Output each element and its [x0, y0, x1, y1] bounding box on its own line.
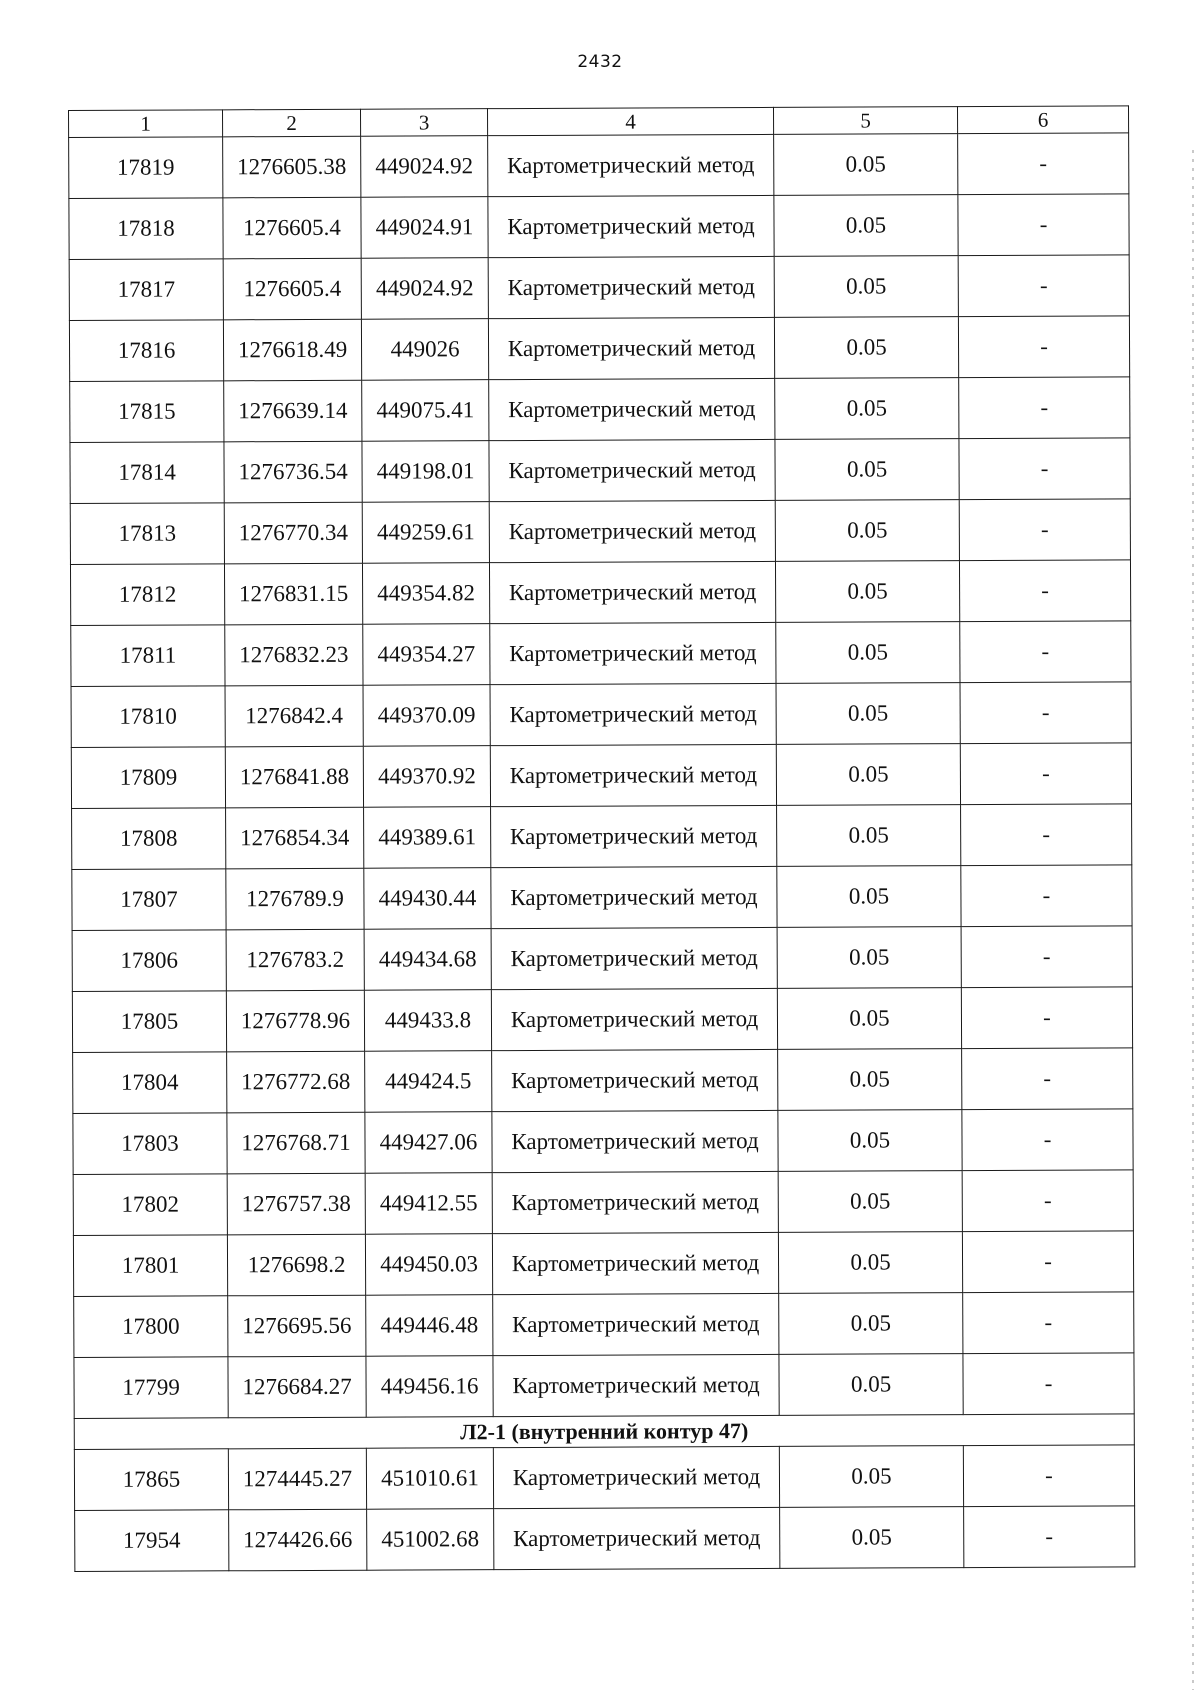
method-cell: Картометрический метод	[493, 1354, 779, 1416]
table-row	[71, 743, 1131, 809]
point-number-cell: 17807	[72, 869, 226, 931]
y-coordinate-cell: 449450.03	[365, 1234, 492, 1296]
x-coordinate-cell: 1276757.38	[227, 1173, 365, 1235]
accuracy-cell: 0.05	[774, 317, 958, 379]
accuracy-cell: 0.05	[777, 805, 961, 867]
note-cell: -	[963, 1445, 1134, 1507]
point-number-cell: 17865	[74, 1449, 228, 1511]
y-coordinate-cell: 449433.8	[364, 990, 491, 1052]
accuracy-cell: 0.05	[779, 1446, 963, 1508]
accuracy-cell: 0.05	[777, 988, 961, 1050]
table-row	[73, 1048, 1133, 1114]
table-row	[69, 255, 1129, 321]
table-row	[70, 560, 1130, 626]
method-cell: Картометрический метод	[489, 439, 775, 501]
y-coordinate-cell: 451010.61	[366, 1448, 493, 1510]
method-cell: Картометрический метод	[492, 1171, 778, 1233]
point-number-cell: 17816	[69, 320, 223, 382]
point-number-cell: 17817	[69, 259, 223, 321]
column-header: 1	[69, 110, 223, 138]
note-cell: -	[960, 621, 1131, 683]
y-coordinate-cell: 449024.91	[361, 197, 488, 259]
point-number-cell: 17799	[74, 1357, 228, 1419]
table-row	[74, 1353, 1134, 1419]
point-number-cell: 17802	[73, 1174, 227, 1236]
note-cell: -	[959, 499, 1130, 561]
table-row	[71, 682, 1131, 748]
table-row	[72, 926, 1132, 992]
note-cell: -	[962, 1109, 1133, 1171]
point-number-cell: 17811	[71, 625, 225, 687]
accuracy-cell: 0.05	[780, 1507, 964, 1569]
y-coordinate-cell: 449024.92	[361, 258, 488, 320]
method-cell: Картометрический метод	[492, 1110, 778, 1172]
method-cell: Картометрический метод	[488, 256, 774, 318]
y-coordinate-cell: 449354.82	[362, 563, 489, 625]
accuracy-cell: 0.05	[774, 195, 958, 257]
method-cell: Картометрический метод	[490, 744, 776, 806]
note-cell: -	[961, 804, 1132, 866]
accuracy-cell: 0.05	[775, 500, 959, 562]
method-cell: Картометрический метод	[492, 1232, 778, 1294]
note-cell: -	[960, 743, 1131, 805]
point-number-cell: 17813	[70, 503, 224, 565]
accuracy-cell: 0.05	[778, 1232, 962, 1294]
point-number-cell: 17812	[70, 564, 224, 626]
method-cell: Картометрический метод	[491, 927, 777, 989]
note-cell: -	[959, 377, 1130, 439]
x-coordinate-cell: 1276698.2	[227, 1234, 365, 1296]
note-cell: -	[961, 987, 1132, 1049]
method-cell: Картометрический метод	[488, 317, 774, 379]
y-coordinate-cell: 449370.92	[363, 746, 490, 808]
point-number-cell: 17819	[69, 137, 223, 199]
method-cell: Картометрический метод	[491, 866, 777, 928]
note-cell: -	[958, 194, 1129, 256]
method-cell: Картометрический метод	[491, 805, 777, 867]
point-number-cell: 17809	[71, 747, 225, 809]
y-coordinate-cell: 449026	[361, 319, 488, 381]
method-cell: Картометрический метод	[488, 134, 774, 196]
y-coordinate-cell: 449424.5	[365, 1051, 492, 1113]
y-coordinate-cell: 449446.48	[366, 1295, 493, 1357]
x-coordinate-cell: 1276770.34	[224, 502, 362, 564]
method-cell: Картометрический метод	[494, 1507, 780, 1569]
note-cell: -	[959, 560, 1130, 622]
note-cell: -	[962, 1231, 1133, 1293]
accuracy-cell: 0.05	[776, 683, 960, 745]
x-coordinate-cell: 1276736.54	[224, 441, 362, 503]
accuracy-cell: 0.05	[779, 1354, 963, 1416]
y-coordinate-cell: 449075.41	[362, 380, 489, 442]
scan-edge-artifact	[1192, 150, 1194, 1690]
section-title-row	[74, 1414, 1134, 1450]
accuracy-cell: 0.05	[777, 927, 961, 989]
y-coordinate-cell: 449259.61	[362, 502, 489, 564]
method-cell: Картометрический метод	[488, 195, 774, 257]
point-number-cell: 17806	[72, 930, 226, 992]
note-cell: -	[961, 865, 1132, 927]
y-coordinate-cell: 449389.61	[364, 807, 491, 869]
note-cell: -	[959, 438, 1130, 500]
x-coordinate-cell: 1274426.66	[229, 1509, 367, 1571]
note-cell: -	[962, 1048, 1133, 1110]
accuracy-cell: 0.05	[776, 744, 960, 806]
accuracy-cell: 0.05	[774, 134, 958, 196]
point-number-cell: 17805	[72, 991, 226, 1053]
table-row	[72, 865, 1132, 931]
x-coordinate-cell: 1274445.27	[228, 1448, 366, 1510]
table-row	[72, 804, 1132, 870]
accuracy-cell: 0.05	[777, 866, 961, 928]
point-number-cell: 17808	[72, 808, 226, 870]
method-cell: Картометрический метод	[490, 622, 776, 684]
table-row	[73, 1231, 1133, 1297]
y-coordinate-cell: 449430.44	[364, 868, 491, 930]
point-number-cell: 17954	[75, 1510, 229, 1572]
note-cell: -	[958, 133, 1129, 195]
accuracy-cell: 0.05	[775, 439, 959, 501]
table-row	[69, 316, 1129, 382]
table-row	[69, 133, 1129, 199]
x-coordinate-cell: 1276618.49	[223, 319, 361, 381]
accuracy-cell: 0.05	[775, 378, 959, 440]
y-coordinate-cell: 449412.55	[365, 1173, 492, 1235]
column-header: 5	[773, 107, 957, 135]
y-coordinate-cell: 449370.09	[363, 685, 490, 747]
method-cell: Картометрический метод	[489, 500, 775, 562]
table-row	[71, 621, 1131, 687]
point-number-cell: 17814	[70, 442, 224, 504]
accuracy-cell: 0.05	[778, 1171, 962, 1233]
column-header: 4	[487, 107, 773, 135]
point-number-cell: 17801	[73, 1235, 227, 1297]
note-cell: -	[960, 682, 1131, 744]
y-coordinate-cell: 451002.68	[367, 1509, 494, 1571]
table-row	[70, 499, 1130, 565]
page-number: 2432	[577, 52, 623, 72]
method-cell: Картометрический метод	[489, 378, 775, 440]
method-cell: Картометрический метод	[491, 988, 777, 1050]
note-cell: -	[958, 255, 1129, 317]
note-cell: -	[961, 926, 1132, 988]
method-cell: Картометрический метод	[492, 1049, 778, 1111]
table-row	[73, 1170, 1133, 1236]
accuracy-cell: 0.05	[774, 256, 958, 318]
table-row	[74, 1445, 1134, 1511]
x-coordinate-cell: 1276842.4	[225, 685, 363, 747]
point-number-cell: 17800	[74, 1296, 228, 1358]
accuracy-cell: 0.05	[775, 561, 959, 623]
x-coordinate-cell: 1276841.88	[225, 746, 363, 808]
x-coordinate-cell: 1276831.15	[224, 563, 362, 625]
x-coordinate-cell: 1276684.27	[228, 1356, 366, 1418]
accuracy-cell: 0.05	[776, 622, 960, 684]
table-row	[74, 1292, 1134, 1358]
method-cell: Картометрический метод	[489, 561, 775, 623]
method-cell: Картометрический метод	[490, 683, 776, 745]
column-header: 6	[957, 106, 1128, 134]
y-coordinate-cell: 449198.01	[362, 441, 489, 503]
coordinates-table	[68, 105, 1135, 1572]
point-number-cell: 17815	[70, 381, 224, 443]
x-coordinate-cell: 1276789.9	[226, 868, 364, 930]
x-coordinate-cell: 1276605.4	[223, 258, 361, 320]
x-coordinate-cell: 1276639.14	[224, 380, 362, 442]
note-cell: -	[963, 1353, 1134, 1415]
table-row	[70, 438, 1130, 504]
x-coordinate-cell: 1276854.34	[226, 807, 364, 869]
note-cell: -	[958, 316, 1129, 378]
point-number-cell: 17818	[69, 198, 223, 260]
note-cell: -	[962, 1170, 1133, 1232]
method-cell: Картометрический метод	[493, 1293, 779, 1355]
section-title: Л2-1 (внутренний контур 47)	[74, 1414, 1134, 1450]
note-cell: -	[964, 1506, 1135, 1568]
accuracy-cell: 0.05	[778, 1049, 962, 1111]
table-row	[70, 377, 1130, 443]
table-row	[73, 1109, 1133, 1175]
x-coordinate-cell: 1276832.23	[225, 624, 363, 686]
y-coordinate-cell: 449024.92	[361, 136, 488, 198]
x-coordinate-cell: 1276772.68	[227, 1051, 365, 1113]
x-coordinate-cell: 1276778.96	[226, 990, 364, 1052]
table-body	[69, 106, 1135, 1572]
x-coordinate-cell: 1276768.71	[227, 1112, 365, 1174]
accuracy-cell: 0.05	[779, 1293, 963, 1355]
table-row	[72, 987, 1132, 1053]
column-header: 2	[223, 109, 361, 137]
accuracy-cell: 0.05	[778, 1110, 962, 1172]
y-coordinate-cell: 449354.27	[363, 624, 490, 686]
note-cell: -	[963, 1292, 1134, 1354]
table-row	[69, 194, 1129, 260]
x-coordinate-cell: 1276783.2	[226, 929, 364, 991]
column-header: 3	[360, 109, 487, 137]
x-coordinate-cell: 1276695.56	[228, 1295, 366, 1357]
method-cell: Картометрический метод	[493, 1446, 779, 1508]
y-coordinate-cell: 449427.06	[365, 1112, 492, 1174]
point-number-cell: 17804	[73, 1052, 227, 1114]
x-coordinate-cell: 1276605.4	[223, 197, 361, 259]
y-coordinate-cell: 449456.16	[366, 1356, 493, 1418]
point-number-cell: 17803	[73, 1113, 227, 1175]
table-row	[75, 1506, 1135, 1572]
x-coordinate-cell: 1276605.38	[223, 136, 361, 198]
y-coordinate-cell: 449434.68	[364, 929, 491, 991]
point-number-cell: 17810	[71, 686, 225, 748]
